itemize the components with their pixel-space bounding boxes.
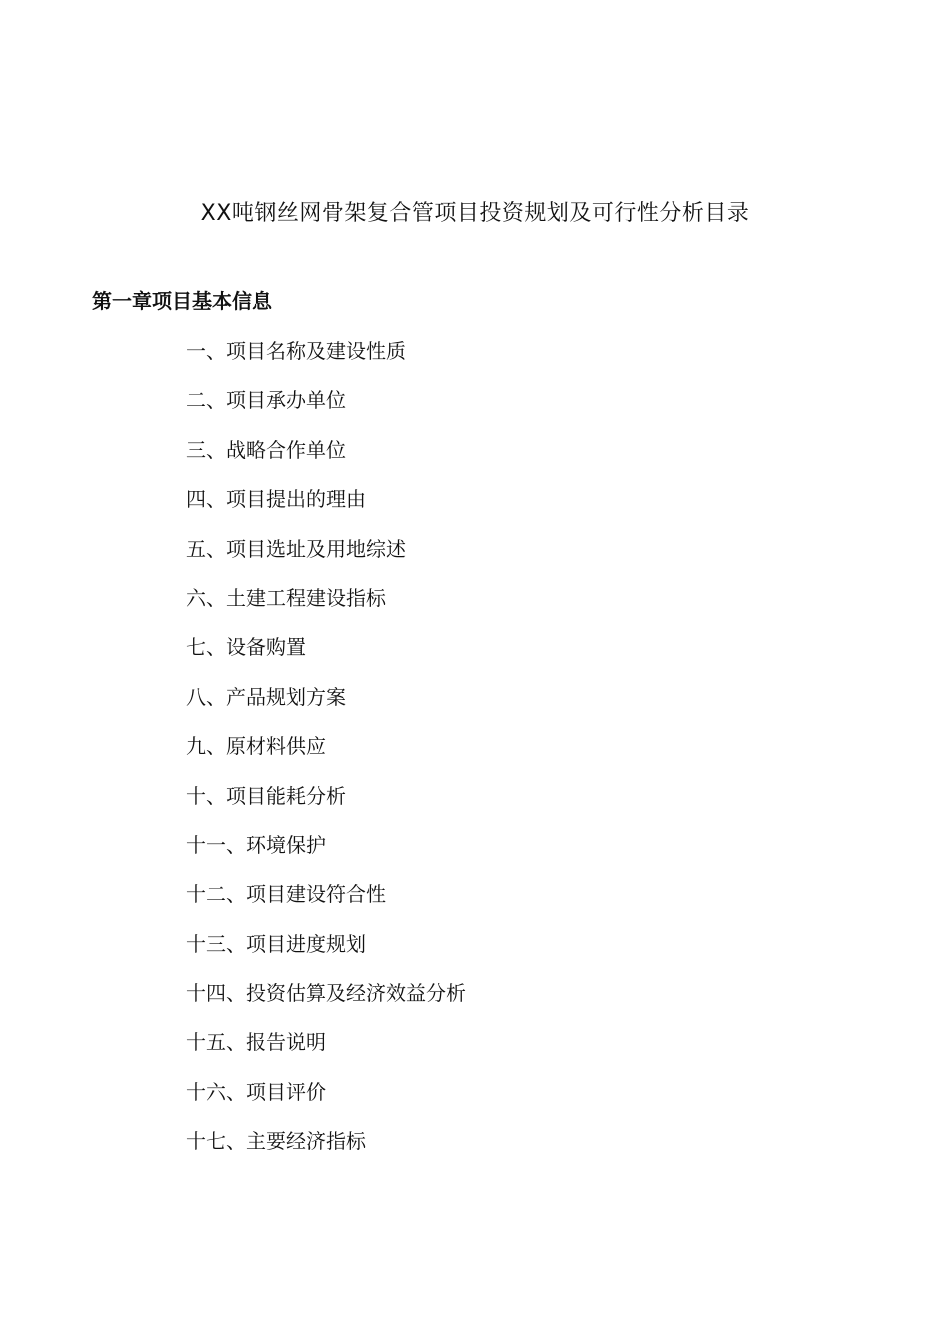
toc-item[interactable]: 七、设备购置: [186, 635, 306, 660]
toc-item[interactable]: 九、原材料供应: [186, 734, 326, 759]
toc-item[interactable]: 六、土建工程建设指标: [186, 585, 386, 610]
toc-item[interactable]: 十四、投资估算及经济效益分析: [186, 981, 466, 1006]
toc-item[interactable]: 三、战略合作单位: [186, 437, 346, 462]
toc-item[interactable]: 十二、项目建设符合性: [186, 882, 386, 907]
toc-item[interactable]: 十七、主要经济指标: [186, 1129, 366, 1154]
toc-item[interactable]: 五、项目选址及用地综述: [186, 536, 406, 561]
toc-item[interactable]: 一、项目名称及建设性质: [186, 339, 406, 363]
toc-item[interactable]: 八、产品规划方案: [186, 684, 346, 709]
toc-item[interactable]: 二、项目承办单位: [186, 388, 346, 413]
toc-item[interactable]: 四、项目提出的理由: [186, 487, 366, 512]
chapter-heading: 第一章项目基本信息: [92, 289, 272, 313]
toc-item[interactable]: 十六、项目评价: [186, 1079, 326, 1104]
toc-item[interactable]: 十三、项目进度规划: [186, 931, 366, 956]
toc-item[interactable]: 十一、环境保护: [186, 832, 326, 857]
toc-item[interactable]: 十、项目能耗分析: [186, 783, 346, 808]
document-title: XX吨钢丝网骨架复合管项目投资规划及可行性分析目录: [200, 201, 750, 226]
toc-item[interactable]: 十五、报告说明: [186, 1030, 326, 1055]
toc-list: [186, 336, 466, 1176]
